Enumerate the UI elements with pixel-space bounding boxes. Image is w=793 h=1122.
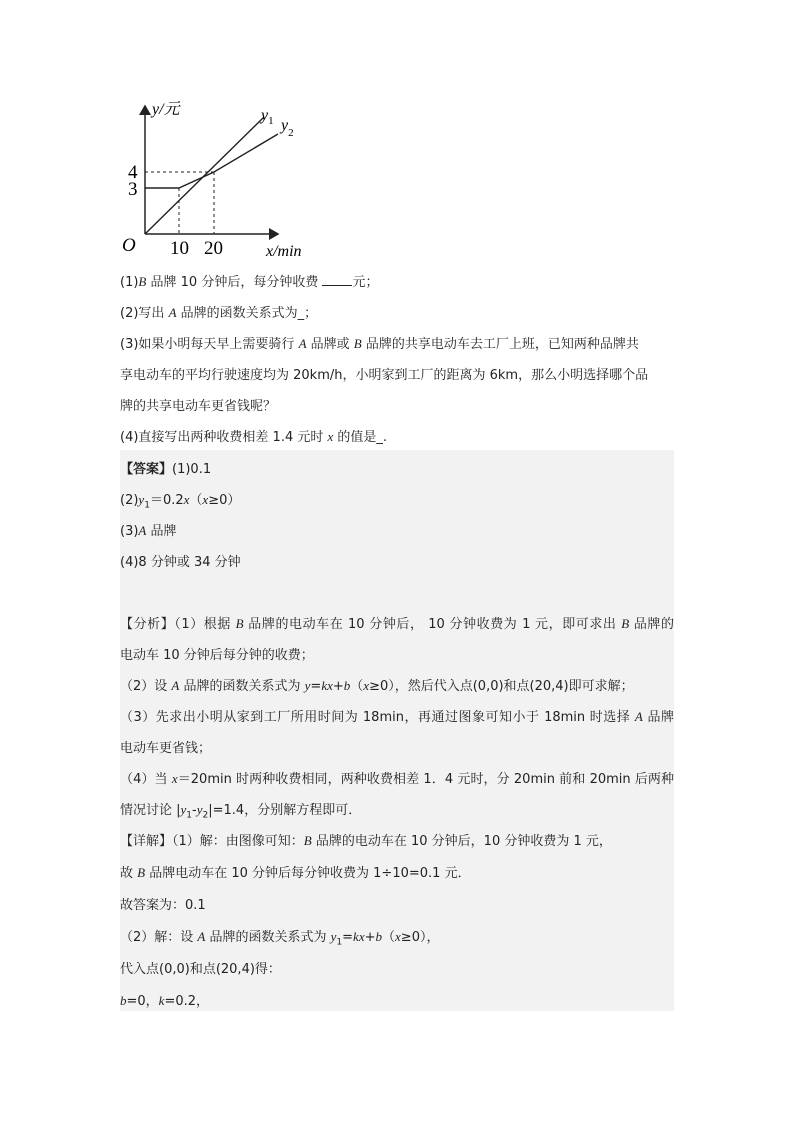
answer-3: (3)A 品牌 bbox=[120, 523, 177, 539]
question-4: (4)直接写出两种收费相差 1.4 元时 x 的值是_. bbox=[120, 429, 388, 445]
detail-line-4: （2）解：设 A 品牌的函数关系式为 $y_1=kx+b(x\ge 0)$， bbox=[120, 929, 440, 948]
y-tick-4: 4 bbox=[128, 162, 138, 183]
x-tick-10: 10 bbox=[170, 238, 189, 259]
answer-1: 【答案】(1)0.1 bbox=[120, 462, 212, 477]
question-2: (2)写出 A 品牌的函数关系式为_； bbox=[120, 305, 318, 321]
x-axis-label: x/min bbox=[266, 243, 302, 260]
analysis-line-4: （3）先求出小明从家到工厂所用时间为 18min，再通过图象可知小于 18min 时选择 A 品牌 bbox=[120, 709, 674, 725]
question-3-line-1: (3)如果小明每天早上需要骑行 A 品牌或 B 品牌的共享电动车去工厂上班，已知两种品牌共 bbox=[120, 336, 639, 352]
line-y1-label: $y_1$ bbox=[261, 107, 274, 127]
line-y2-label: $y_2$ bbox=[281, 117, 294, 139]
y-tick-3: 3 bbox=[128, 179, 138, 200]
function-graph bbox=[118, 98, 332, 264]
analysis-line-2: 电动车 10 分钟后每分钟的收费； bbox=[120, 648, 314, 663]
line-y1 bbox=[145, 117, 264, 234]
answer-blank bbox=[322, 274, 352, 286]
y-axis-label: y/元 bbox=[152, 101, 180, 118]
question-3-line-2: 享电动车的平均行驶速度均为 20km/h，小明家到工厂的距离为 6km，那么小明选择哪个品 bbox=[120, 368, 649, 383]
x-tick-20: 20 bbox=[204, 238, 223, 259]
analysis-line-5: 电动车更省钱； bbox=[120, 741, 212, 756]
analysis-line-7: 情况讨论 $|y_1-y_2|=1.4$，分别解方程即可． bbox=[120, 802, 362, 821]
analysis-line-3: （2）设 A 品牌的函数关系式为 y=kx+b（x≥0），然后代入点(0,0)和点(20,4)即可求解； bbox=[120, 678, 634, 694]
detail-line-5: 代入点(0,0)和点(20,4)得： bbox=[120, 962, 281, 977]
analysis-line-1: 【分析】（1）根据 B 品牌的电动车在 10 分钟后， 10 分钟收费为 1 元，即可求出 B 品牌的 bbox=[120, 616, 675, 632]
line-y2 bbox=[145, 134, 278, 188]
detail-line-3: 故答案为：0.1 bbox=[120, 898, 206, 913]
question-1: (1)B 品牌 10 分钟后，每分钟收费 元； bbox=[120, 274, 379, 290]
detail-line-1: 【详解】（1）解：由图像可知：B 品牌的电动车在 10 分钟后，10 分钟收费为 1 元， bbox=[120, 833, 612, 849]
detail-line-6: b=0，k=0.2， bbox=[120, 993, 210, 1009]
detail-line-2: 故 B 品牌电动车在 10 分钟后每分钟收费为 1÷10=0.1 元． bbox=[120, 865, 471, 881]
answer-2: $(2)y_1=0.2x(x\ge 0)$ bbox=[120, 492, 241, 511]
origin-label: O bbox=[122, 235, 136, 256]
answer-4: (4)8 分钟或 34 分钟 bbox=[120, 555, 241, 570]
question-3-line-3: 牌的共享电动车更省钱呢？ bbox=[120, 399, 277, 414]
analysis-line-6: （4）当 x＝20min 时两种收费相同，两种收费相差 1．4 元时，分 20min 前和 20min 后两种 bbox=[120, 771, 675, 787]
